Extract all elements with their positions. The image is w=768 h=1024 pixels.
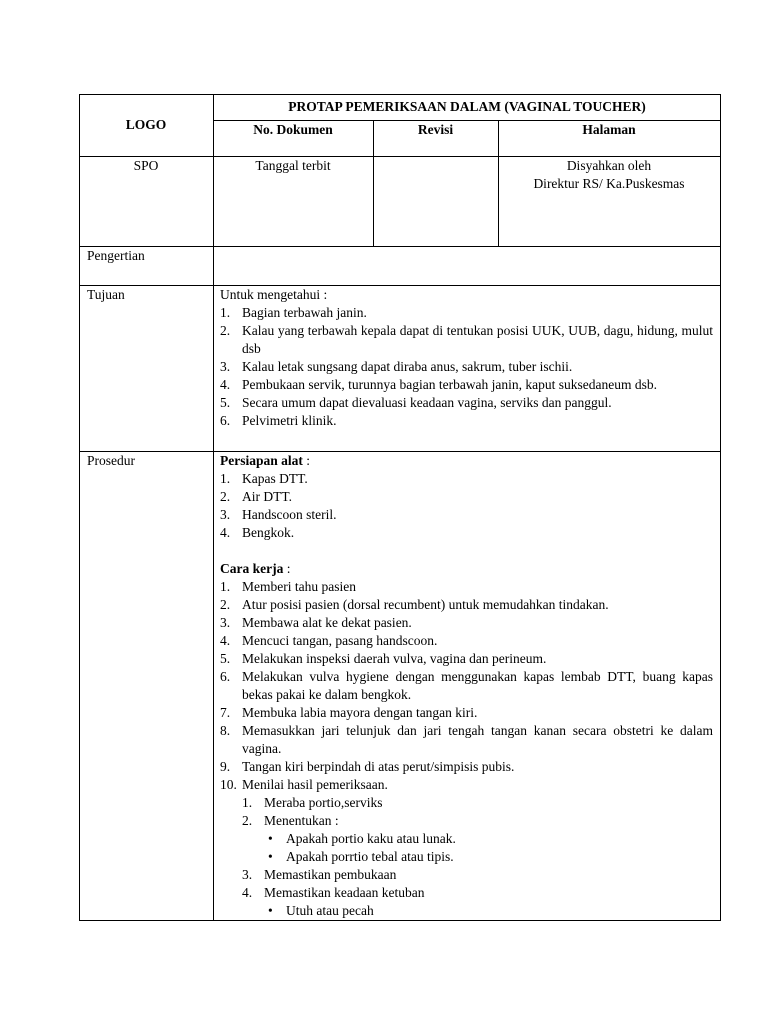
logo-placeholder: LOGO: [125, 117, 167, 132]
list-item: 6. Melakukan vulva hygiene dengan menggunakan kapas lembab DTT, buang kapas bekas pakai ke dalam bengkok.: [220, 669, 713, 702]
list-item: 1. Meraba portio,serviks: [242, 795, 383, 810]
persiapan-list: [220, 470, 713, 542]
prosedur-label: Prosedur: [87, 453, 135, 468]
tujuan-label: Tujuan: [87, 287, 125, 302]
list-item: 7. Membuka labia mayora dengan tangan kiri.: [220, 705, 478, 720]
list-item: 10. Menilai hasil pemeriksaan.: [220, 777, 388, 792]
border-right: [720, 94, 721, 921]
border-bottom: [79, 920, 721, 921]
persiapan-heading: Persiapan alat :: [220, 453, 311, 468]
list-item: 5. Secara umum dapat dievaluasi keadaan vagina, serviks dan panggul.: [220, 395, 612, 410]
document-title: PROTAP PEMERIKSAAN DALAM (VAGINAL TOUCHER): [288, 99, 646, 114]
list-item: 2. Atur posisi pasien (dorsal recumbent) untuk memudahkan tindakan.: [220, 597, 609, 612]
pengertian-label: Pengertian: [87, 248, 145, 263]
list-item: 6. Pelvimetri klinik.: [220, 413, 337, 428]
ketuban-bullets: [220, 902, 713, 920]
col-no-dokumen: No. Dokumen: [253, 122, 333, 137]
list-item: 3. Memastikan pembukaan: [242, 867, 397, 882]
list-item: 1. Memberi tahu pasien: [220, 579, 356, 594]
spo-document: [79, 94, 721, 921]
list-item: 4. Pembukaan servik, turunnya bagian terbawah janin, kaput suksedaneum dsb.: [220, 377, 658, 392]
disyahkan-oleh: Disyahkan oleh: [566, 158, 652, 173]
divider-info: [79, 246, 721, 247]
tujuan-content: [220, 286, 713, 430]
hasil-sublist-2: [220, 866, 713, 902]
list-item: 2. Air DTT.: [220, 489, 292, 504]
portio-bullets: [220, 830, 713, 866]
divider-label-col: [213, 94, 214, 921]
list-item: • Apakah portio kaku atau lunak.: [268, 831, 456, 846]
list-item: 8. Memasukkan jari telunjuk dan jari tengah tangan kanan secara obstetri ke dalam vagina.: [220, 723, 713, 756]
prosedur-content: [220, 452, 713, 920]
list-item: • Utuh atau pecah: [268, 903, 374, 918]
border-top: [79, 94, 721, 95]
cara-kerja-heading: Cara kerja :: [220, 561, 291, 576]
list-item: 4. Memastikan keadaan ketuban: [242, 885, 425, 900]
list-item: 3. Kalau letak sungsang dapat diraba anus, sakrum, tuber ischii.: [220, 359, 573, 374]
list-item: 9. Tangan kiri berpindah di atas perut/simpisis pubis.: [220, 759, 515, 774]
border-left: [79, 94, 80, 921]
list-item: 1. Kapas DTT.: [220, 471, 308, 486]
list-item: • Apakah porrtio tebal atau tipis.: [268, 849, 454, 864]
list-item: 3. Membawa alat ke dekat pasien.: [220, 615, 412, 630]
list-item: 4. Bengkok.: [220, 525, 295, 540]
list-item: 2. Kalau yang terbawah kepala dapat di tentukan posisi UUK, UUB, dagu, hidung, mulut dsb: [220, 323, 713, 356]
direktur-label: Direktur RS/ Ka.Puskesmas: [533, 176, 685, 191]
col-halaman: Halaman: [582, 122, 636, 137]
list-item: 1. Bagian terbawah janin.: [220, 305, 367, 320]
list-item: 3. Handscoon steril.: [220, 507, 337, 522]
spo-label: SPO: [133, 158, 159, 173]
tujuan-list: [220, 304, 713, 430]
hasil-sublist: [220, 794, 713, 830]
list-item: 4. Mencuci tangan, pasang handscoon.: [220, 633, 438, 648]
list-item: 2. Menentukan :: [242, 813, 339, 828]
cara-kerja-list: [220, 578, 713, 794]
tanggal-terbit: Tanggal terbit: [255, 158, 331, 173]
list-item: 5. Melakukan inspeksi daerah vulva, vagina dan perineum.: [220, 651, 547, 666]
col-revisi: Revisi: [417, 122, 454, 137]
tujuan-intro: Untuk mengetahui :: [220, 287, 328, 302]
